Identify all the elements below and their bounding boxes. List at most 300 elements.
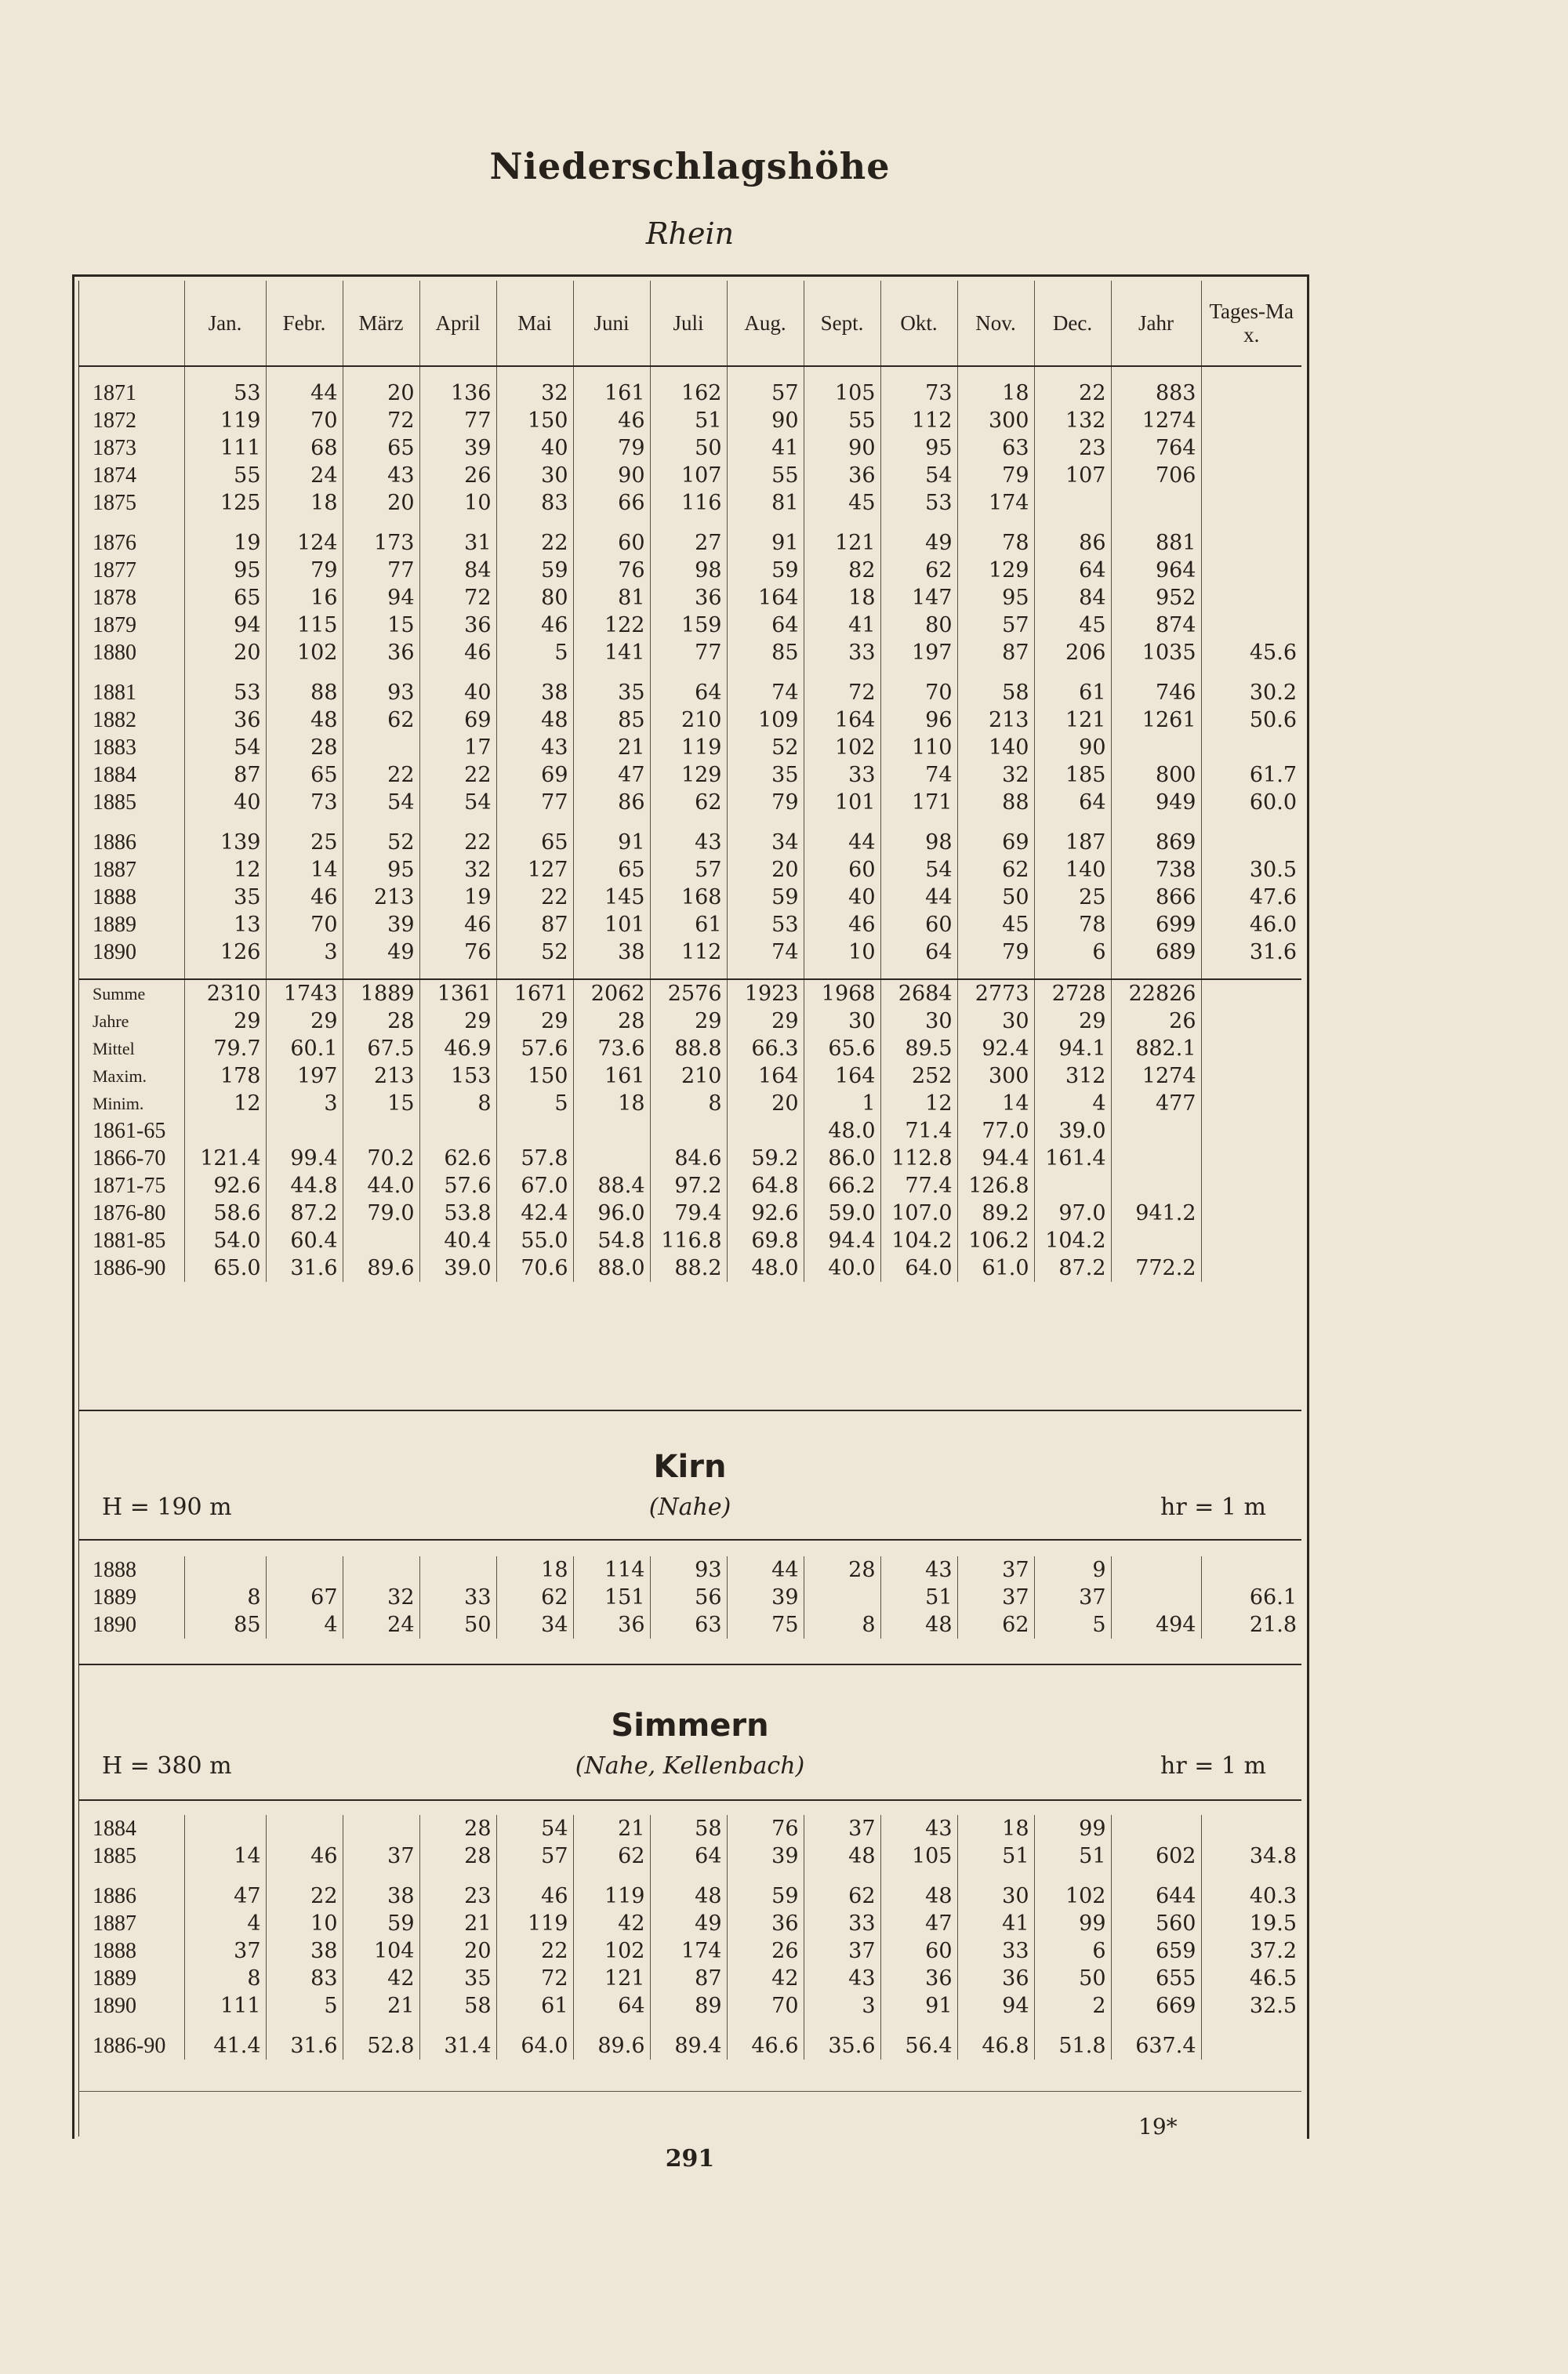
spacer-cell	[266, 816, 343, 829]
table-cell: 19	[419, 884, 496, 911]
table-cell	[1111, 1227, 1201, 1254]
table-cell: 560	[1111, 1910, 1201, 1937]
spacer-cell	[78, 517, 184, 529]
spacer-cell	[78, 666, 184, 679]
table-cell: 58.6	[184, 1200, 266, 1227]
table-cell: 66	[573, 489, 650, 517]
spacer-cell	[957, 2020, 1034, 2032]
table-cell: 53	[184, 379, 266, 407]
table-cell: 40.4	[419, 1227, 496, 1254]
table-cell: 112	[880, 407, 957, 434]
table-cell: 159	[650, 612, 727, 639]
row-label: 1888	[93, 885, 136, 909]
table-cell: 66.2	[804, 1172, 880, 1200]
spacer-cell	[419, 1870, 496, 1882]
table-cell: 141	[573, 639, 650, 666]
table-cell: 44.0	[343, 1172, 419, 1200]
table-cell: 77.0	[957, 1117, 1034, 1145]
table-cell: 29	[1034, 1007, 1111, 1035]
row-label: 1878	[93, 586, 136, 610]
table-cell: 79	[727, 789, 804, 816]
table-cell: 2576	[650, 979, 727, 1007]
table-cell: 964	[1111, 557, 1201, 584]
spacer-cell	[1111, 816, 1201, 829]
table-cell: 20	[343, 379, 419, 407]
table-cell	[266, 1117, 343, 1145]
table-cell: 22	[496, 1937, 573, 1965]
table-row	[78, 938, 1301, 966]
page-title: Niederschlagshöhe	[489, 145, 891, 187]
table-cell: 96	[880, 706, 957, 734]
table-cell: 32	[957, 761, 1034, 789]
table-cell: 33	[804, 1910, 880, 1937]
table-cell: 85	[573, 706, 650, 734]
table-cell: 62.6	[419, 1145, 496, 1172]
row-label: 1888	[93, 1939, 136, 1963]
table-cell: 41	[957, 1910, 1034, 1937]
table-row	[78, 1611, 1301, 1639]
table-cell: 79	[957, 462, 1034, 489]
table-cell: 764	[1111, 434, 1201, 462]
table-cell: 49	[650, 1910, 727, 1937]
spacer-cell	[184, 1870, 266, 1882]
spacer-cell	[880, 366, 957, 379]
row-label: 1890	[93, 1613, 136, 1637]
table-cell: 659	[1111, 1937, 1201, 1965]
table-cell: 57.6	[496, 1035, 573, 1062]
table-cell: 104.2	[880, 1227, 957, 1254]
table-row	[78, 789, 1301, 816]
spacer-cell	[184, 517, 266, 529]
table-cell: 92.6	[727, 1200, 804, 1227]
table-cell: 78	[957, 529, 1034, 557]
row-spacer	[78, 366, 1301, 379]
table-cell: 67	[266, 1584, 343, 1611]
table-cell: 26	[727, 1937, 804, 1965]
table-cell: 69	[957, 829, 1034, 856]
table-cell: 92.6	[184, 1172, 266, 1200]
table-cell: 50	[419, 1611, 496, 1639]
table-cell: 62	[804, 1882, 880, 1910]
table-cell: 61	[496, 1992, 573, 2020]
table-cell	[727, 1117, 804, 1145]
table-cell: 36	[880, 1965, 957, 1992]
table-cell: 47	[184, 1882, 266, 1910]
table-cell: 40	[496, 434, 573, 462]
table-cell: 866	[1111, 884, 1201, 911]
table-cell: 477	[1111, 1090, 1201, 1117]
table-row	[78, 407, 1301, 434]
table-cell: 62	[880, 557, 957, 584]
table-cell	[343, 1556, 419, 1584]
row-label: 1886-90	[93, 2034, 166, 2058]
spacer-cell	[573, 1870, 650, 1882]
table-cell	[1201, 407, 1301, 434]
table-cell: 69	[419, 706, 496, 734]
table-cell: 162	[650, 379, 727, 407]
table-cell: 28	[419, 1815, 496, 1842]
row-label: 1882	[93, 708, 136, 732]
spacer-cell	[727, 666, 804, 679]
period-row	[78, 1227, 1301, 1254]
spacer-cell	[957, 816, 1034, 829]
table-cell: 49	[880, 529, 957, 557]
table-cell: 47	[573, 761, 650, 789]
table-cell: 6	[1034, 938, 1111, 966]
table-cell: 8	[804, 1611, 880, 1639]
stats-row	[78, 979, 1301, 1007]
row-spacer	[78, 666, 1301, 679]
table-cell: 75	[727, 1611, 804, 1639]
table-cell: 102	[266, 639, 343, 666]
table-cell: 153	[419, 1062, 496, 1090]
table-cell: 31.4	[419, 2032, 496, 2060]
table-cell: 35	[419, 1965, 496, 1992]
table-cell: 40	[419, 679, 496, 706]
spacer-cell	[343, 366, 419, 379]
spacer-cell	[419, 2020, 496, 2032]
table-cell: 102	[804, 734, 880, 761]
table-cell: 55	[184, 462, 266, 489]
table-cell: 77	[650, 639, 727, 666]
row-label: Mittel	[93, 1039, 135, 1058]
table-cell	[1201, 557, 1301, 584]
table-cell: 43	[496, 734, 573, 761]
table-cell: 18	[266, 489, 343, 517]
table-cell	[1111, 1584, 1201, 1611]
simmern-title: Simmern	[611, 1708, 769, 1744]
table-cell: 87	[650, 1965, 727, 1992]
kirn-top-rule	[78, 1539, 1301, 1541]
row-label: 1871-75	[93, 1174, 166, 1198]
table-cell: 5	[266, 1992, 343, 2020]
spacer-cell	[1034, 2020, 1111, 2032]
table-cell	[1201, 379, 1301, 407]
table-cell: 132	[1034, 407, 1111, 434]
table-cell: 33	[419, 1584, 496, 1611]
spacer-cell	[343, 517, 419, 529]
spacer-cell	[957, 517, 1034, 529]
table-cell: 23	[419, 1882, 496, 1910]
table-cell: 65	[496, 829, 573, 856]
spacer-cell	[1201, 366, 1301, 379]
table-cell: 83	[266, 1965, 343, 1992]
table-cell: 1968	[804, 979, 880, 1007]
table-cell: 101	[573, 911, 650, 938]
table-cell: 40	[804, 884, 880, 911]
spacer-cell	[804, 517, 880, 529]
table-cell: 106.2	[957, 1227, 1034, 1254]
table-cell: 32.5	[1201, 1992, 1301, 2020]
table-cell: 54	[880, 462, 957, 489]
table-cell: 46	[266, 1842, 343, 1870]
table-cell: 62	[957, 856, 1034, 884]
table-cell: 18	[496, 1556, 573, 1584]
table-cell: 43	[804, 1965, 880, 1992]
table-cell: 94.4	[957, 1145, 1034, 1172]
row-spacer	[78, 1870, 1301, 1882]
table-row	[78, 1882, 1301, 1910]
table-cell: 58	[957, 679, 1034, 706]
spacer-cell	[727, 366, 804, 379]
table-cell: 102	[1034, 1882, 1111, 1910]
spacer-cell	[1034, 666, 1111, 679]
table-cell: 54	[880, 856, 957, 884]
row-label: 1881	[93, 681, 136, 705]
table-cell: 644	[1111, 1882, 1201, 1910]
spacer-cell	[343, 666, 419, 679]
spacer-cell	[419, 816, 496, 829]
table-cell: 32	[496, 379, 573, 407]
table-cell: 40	[184, 789, 266, 816]
table-cell: 21.8	[1201, 1611, 1301, 1639]
table-cell: 93	[650, 1556, 727, 1584]
table-cell: 669	[1111, 1992, 1201, 2020]
table-cell: 57	[650, 856, 727, 884]
row-label: 1884	[93, 763, 136, 787]
signature-mark: 19*	[1138, 2114, 1178, 2140]
spacer-cell	[804, 1870, 880, 1882]
table-cell	[343, 734, 419, 761]
column-header: Okt.	[880, 281, 957, 366]
stats-row	[78, 1090, 1301, 1117]
table-cell: 53	[880, 489, 957, 517]
table-cell: 252	[880, 1062, 957, 1090]
table-cell: 54.8	[573, 1227, 650, 1254]
table-cell: 85	[184, 1611, 266, 1639]
table-cell: 20	[343, 489, 419, 517]
table-row	[78, 856, 1301, 884]
table-cell: 115	[266, 612, 343, 639]
table-cell: 36	[343, 639, 419, 666]
table-cell: 52	[496, 938, 573, 966]
table-cell: 90	[573, 462, 650, 489]
table-cell: 76	[573, 557, 650, 584]
table-cell: 121	[1034, 706, 1111, 734]
table-cell: 71.4	[880, 1117, 957, 1145]
spacer-cell	[727, 2020, 804, 2032]
spacer-cell	[573, 366, 650, 379]
table-cell: 60	[880, 911, 957, 938]
table-cell: 76	[727, 1815, 804, 1842]
table-cell: 87.2	[266, 1200, 343, 1227]
table-cell: 1361	[419, 979, 496, 1007]
table-cell: 88.2	[650, 1254, 727, 1282]
table-cell: 5	[496, 1090, 573, 1117]
table-cell: 50	[957, 884, 1034, 911]
table-cell: 206	[1034, 639, 1111, 666]
table-cell: 60	[804, 856, 880, 884]
table-cell	[1111, 734, 1201, 761]
table-cell: 28	[343, 1007, 419, 1035]
page-number: 291	[665, 2145, 715, 2173]
table-cell: 46.5	[1201, 1965, 1301, 1992]
table-cell: 213	[343, 884, 419, 911]
row-label: 1890	[93, 1994, 136, 2018]
table-cell: 738	[1111, 856, 1201, 884]
table-cell: 125	[184, 489, 266, 517]
table-cell: 210	[650, 1062, 727, 1090]
table-cell: 178	[184, 1062, 266, 1090]
table-cell: 37	[957, 1556, 1034, 1584]
table-cell: 602	[1111, 1842, 1201, 1870]
table-cell: 57	[496, 1842, 573, 1870]
table-cell: 1035	[1111, 639, 1201, 666]
table-cell: 60	[573, 529, 650, 557]
table-cell: 122	[573, 612, 650, 639]
row-label: 1873	[93, 436, 136, 460]
table-cell: 61.0	[957, 1254, 1034, 1282]
column-header: Sept.	[804, 281, 880, 366]
table-cell: 84	[1034, 584, 1111, 612]
spacer-cell	[419, 366, 496, 379]
table-cell: 104.2	[1034, 1227, 1111, 1254]
table-cell: 18	[804, 584, 880, 612]
table-cell	[1201, 1172, 1301, 1200]
table-cell: 2728	[1034, 979, 1111, 1007]
table-cell	[496, 1117, 573, 1145]
table-cell: 29	[419, 1007, 496, 1035]
table-cell: 28	[266, 734, 343, 761]
period-row	[78, 1145, 1301, 1172]
table-cell: 29	[496, 1007, 573, 1035]
table-cell: 197	[266, 1062, 343, 1090]
spacer-cell	[496, 816, 573, 829]
spacer-cell	[650, 1870, 727, 1882]
table-cell: 33	[804, 761, 880, 789]
row-label: Jahre	[93, 1011, 129, 1031]
table-cell: 90	[804, 434, 880, 462]
table-cell: 72	[804, 679, 880, 706]
table-row	[78, 1584, 1301, 1611]
table-cell: 772.2	[1111, 1254, 1201, 1282]
table-cell: 5	[1034, 1611, 1111, 1639]
kirn-river: (Nahe)	[648, 1494, 731, 1521]
table-cell: 87.2	[1034, 1254, 1111, 1282]
row-label: 1885	[93, 790, 136, 815]
row-label: 1889	[93, 1585, 136, 1610]
column-header: Jan.	[184, 281, 266, 366]
spacer-cell	[573, 2020, 650, 2032]
table-cell: 114	[573, 1556, 650, 1584]
table-cell: 37	[804, 1815, 880, 1842]
table-cell: 64.0	[496, 2032, 573, 2060]
table-row	[78, 761, 1301, 789]
column-header: Jahr	[1111, 281, 1201, 366]
table-cell: 45.6	[1201, 639, 1301, 666]
table-cell: 121	[804, 529, 880, 557]
table-cell: 94.4	[804, 1227, 880, 1254]
table-cell: 43	[650, 829, 727, 856]
spacer-cell	[1034, 366, 1111, 379]
table-cell: 39	[727, 1584, 804, 1611]
table-cell	[266, 1556, 343, 1584]
table-cell: 73	[880, 379, 957, 407]
table-cell	[1111, 1556, 1201, 1584]
column-header: Dec.	[1034, 281, 1111, 366]
table-cell: 57.6	[419, 1172, 496, 1200]
table-cell: 14	[184, 1842, 266, 1870]
spacer-cell	[1111, 517, 1201, 529]
period-row	[78, 1117, 1301, 1145]
table-cell: 91	[880, 1992, 957, 2020]
table-cell: 70	[266, 407, 343, 434]
table-cell: 60.1	[266, 1035, 343, 1062]
table-cell: 30	[957, 1007, 1034, 1035]
table-cell: 79	[957, 938, 1034, 966]
table-cell: 42	[727, 1965, 804, 1992]
table-cell: 46	[804, 911, 880, 938]
table-cell: 79	[266, 557, 343, 584]
table-cell: 89	[650, 1992, 727, 2020]
table-cell: 74	[727, 679, 804, 706]
table-cell: 51	[880, 1584, 957, 1611]
table-cell: 36	[573, 1611, 650, 1639]
period-row	[78, 1254, 1301, 1282]
row-label: 1886	[93, 1884, 136, 1908]
row-label: 1884	[93, 1817, 136, 1841]
table-row	[78, 557, 1301, 584]
table-cell: 61.7	[1201, 761, 1301, 789]
table-cell	[1201, 2032, 1301, 2060]
column-header: Nov.	[957, 281, 1034, 366]
table-cell: 99.4	[266, 1145, 343, 1172]
simmern-bottom-rule	[78, 2091, 1301, 2092]
spacer-cell	[957, 1870, 1034, 1882]
table-cell	[1201, 1145, 1301, 1172]
table-cell: 49	[343, 938, 419, 966]
table-row	[78, 1842, 1301, 1870]
table-cell: 44	[727, 1556, 804, 1584]
table-cell: 29	[266, 1007, 343, 1035]
table-cell: 93	[343, 679, 419, 706]
table-cell	[1201, 979, 1301, 1007]
row-spacer	[78, 966, 1301, 979]
table-cell: 90	[1034, 734, 1111, 761]
table-cell: 30	[957, 1882, 1034, 1910]
table-cell: 105	[804, 379, 880, 407]
stats-row	[78, 1035, 1301, 1062]
table-cell: 94.1	[1034, 1035, 1111, 1062]
table-cell: 65	[343, 434, 419, 462]
table-row	[78, 734, 1301, 761]
kirn-height: H = 190 m	[102, 1494, 232, 1521]
table-cell: 88.8	[650, 1035, 727, 1062]
table-cell: 47.6	[1201, 884, 1301, 911]
table-cell: 12	[184, 856, 266, 884]
table-cell: 164	[727, 584, 804, 612]
table-cell	[266, 1815, 343, 1842]
table-cell: 82	[804, 557, 880, 584]
column-header: Juni	[573, 281, 650, 366]
spacer-cell	[266, 2020, 343, 2032]
table-cell: 116	[650, 489, 727, 517]
table-cell: 95	[957, 584, 1034, 612]
table-cell: 1923	[727, 979, 804, 1007]
table-cell: 105	[880, 1842, 957, 1870]
table-cell: 185	[1034, 761, 1111, 789]
table-cell: 72	[496, 1965, 573, 1992]
table-cell: 64	[727, 612, 804, 639]
row-label: 1887	[93, 1911, 136, 1936]
table-cell: 10	[419, 489, 496, 517]
table-cell	[1201, 1117, 1301, 1145]
table-cell: 89.2	[957, 1200, 1034, 1227]
spacer-cell	[1111, 366, 1201, 379]
table-cell: 41	[727, 434, 804, 462]
table-cell: 2773	[957, 979, 1034, 1007]
table-cell: 84	[419, 557, 496, 584]
